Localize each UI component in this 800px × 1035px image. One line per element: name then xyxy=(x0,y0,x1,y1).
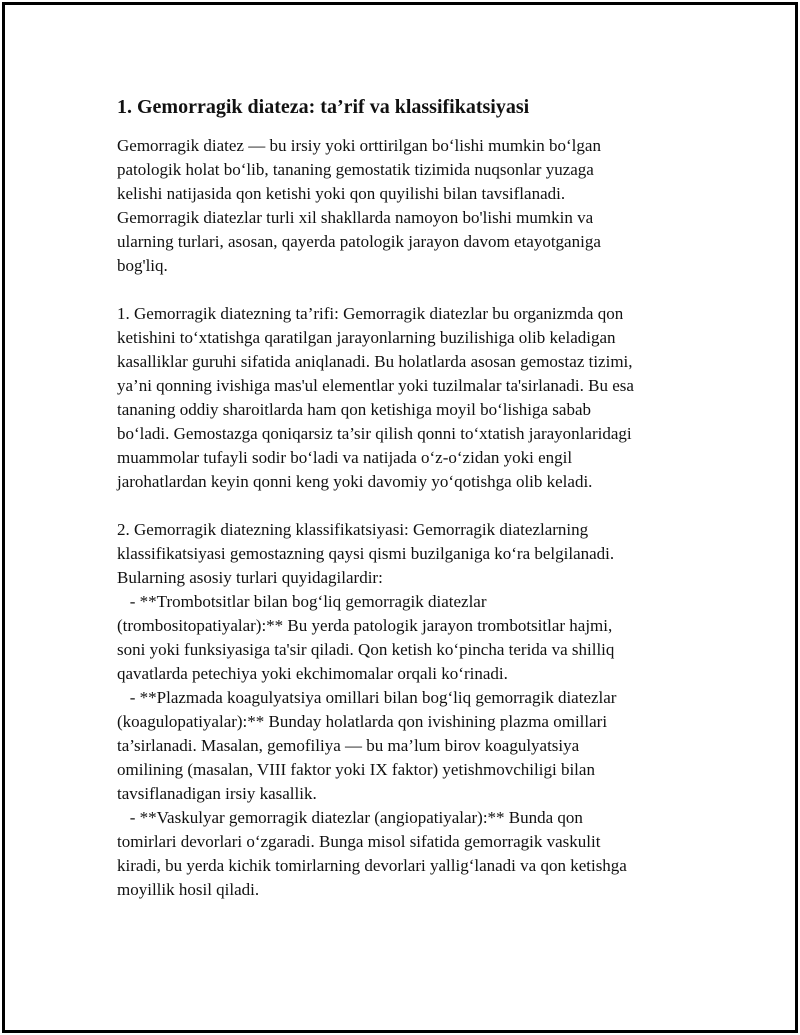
definition-line: 1. Gemorragik diatezning ta’rifi: Gemorragik diatezlar bu organizmda qon xyxy=(117,304,624,323)
classification-line: (koagulopatiyalar):** Bunday holatlarda qon ivishining plazma omillari xyxy=(117,712,608,731)
document-title: 1. Gemorragik diateza: ta’rif va klassifikatsiyasi xyxy=(117,96,530,118)
intro-line: Gemorragik diatezlar turli xil shakllarda namoyon bo'lishi mumkin va xyxy=(117,208,594,227)
classification-line: soni yoki funksiyasiga ta'sir qiladi. Qon ketish ko‘pincha terida va shilliq xyxy=(117,640,615,659)
intro-line: Gemorragik diatez — bu irsiy yoki orttirilgan bo‘lishi mumkin bo‘lgan xyxy=(117,136,601,155)
classification-paragraph xyxy=(117,518,677,902)
list-item-coagulopathy: - **Plazmada koagulyatsiya omillari bilan bog‘liq gemorragik diatezlar xyxy=(117,688,617,707)
definition-paragraph xyxy=(117,302,677,494)
classification-line: omilining (masalan, VIII faktor yoki IX faktor) yetishmovchiligi bilan xyxy=(117,760,595,779)
intro-paragraph xyxy=(117,134,677,278)
definition-line: ya’ni qonning ivishiga mas'ul elementlar yoki tuzilmalar ta'sirlanadi. Bu esa xyxy=(117,376,634,395)
classification-line: tomirlari devorlari o‘zgaradi. Bunga misol sifatida gemorragik vaskulit xyxy=(117,832,601,851)
classification-line: (trombositopatiyalar):** Bu yerda patologik jarayon trombotsitlar hajmi, xyxy=(117,616,613,635)
classification-line: tavsiflanadigan irsiy kasallik. xyxy=(117,784,317,803)
classification-line: qavatlarda petechiya yoki ekchimomalar orqali ko‘rinadi. xyxy=(117,664,508,683)
classification-line: moyillik hosil qiladi. xyxy=(117,880,260,899)
classification-line: ta’sirlanadi. Masalan, gemofiliya — bu ma’lum birov koagulyatsiya xyxy=(117,736,580,755)
classification-line: kiradi, bu yerda kichik tomirlarning devorlari yallig‘lanadi va qon ketishga xyxy=(117,856,627,875)
intro-line: kelishi natijasida qon ketishi yoki qon quyilishi bilan tavsiflanadi. xyxy=(117,184,566,203)
definition-line: muammolar tufayli sodir bo‘ladi va natijada o‘z-o‘zidan yoki engil xyxy=(117,448,573,467)
list-item-thrombocyte: - **Trombotsitlar bilan bog‘liq gemorragik diatezlar xyxy=(117,592,487,611)
definition-line: tananing oddiy sharoitlarda ham qon ketishiga moyil bo‘lishiga sabab xyxy=(117,400,592,419)
definition-line: ketishini to‘xtatishga qaratilgan jarayonlarning buzilishiga olib keladigan xyxy=(117,328,616,347)
document-body xyxy=(117,94,677,926)
definition-line: bo‘ladi. Gemostazga qoniqarsiz ta’sir qilish qonni to‘xtatish jarayonlaridagi xyxy=(117,424,632,443)
classification-line: 2. Gemorragik diatezning klassifikatsiyasi: Gemorragik diatezlarning xyxy=(117,520,589,539)
intro-line: ularning turlari, asosan, qayerda patologik jarayon davom etayotganiga xyxy=(117,232,601,251)
list-item-vascular: - **Vaskulyar gemorragik diatezlar (angiopatiyalar):** Bunda qon xyxy=(117,808,583,827)
definition-line: jarohatlardan keyin qonni keng yoki davomiy yo‘qotishga olib keladi. xyxy=(117,472,593,491)
intro-line: bog'liq. xyxy=(117,256,168,275)
intro-line: patologik holat bo‘lib, tananing gemostatik tizimida nuqsonlar yuzaga xyxy=(117,160,594,179)
classification-line: Bularning asosiy turlari quyidagilardir: xyxy=(117,568,383,587)
classification-line: klassifikatsiyasi gemostazning qaysi qismi buzilganiga ko‘ra belgilanadi. xyxy=(117,544,615,563)
definition-line: kasalliklar guruhi sifatida aniqlanadi. Bu holatlarda asosan gemostaz tizimi, xyxy=(117,352,633,371)
